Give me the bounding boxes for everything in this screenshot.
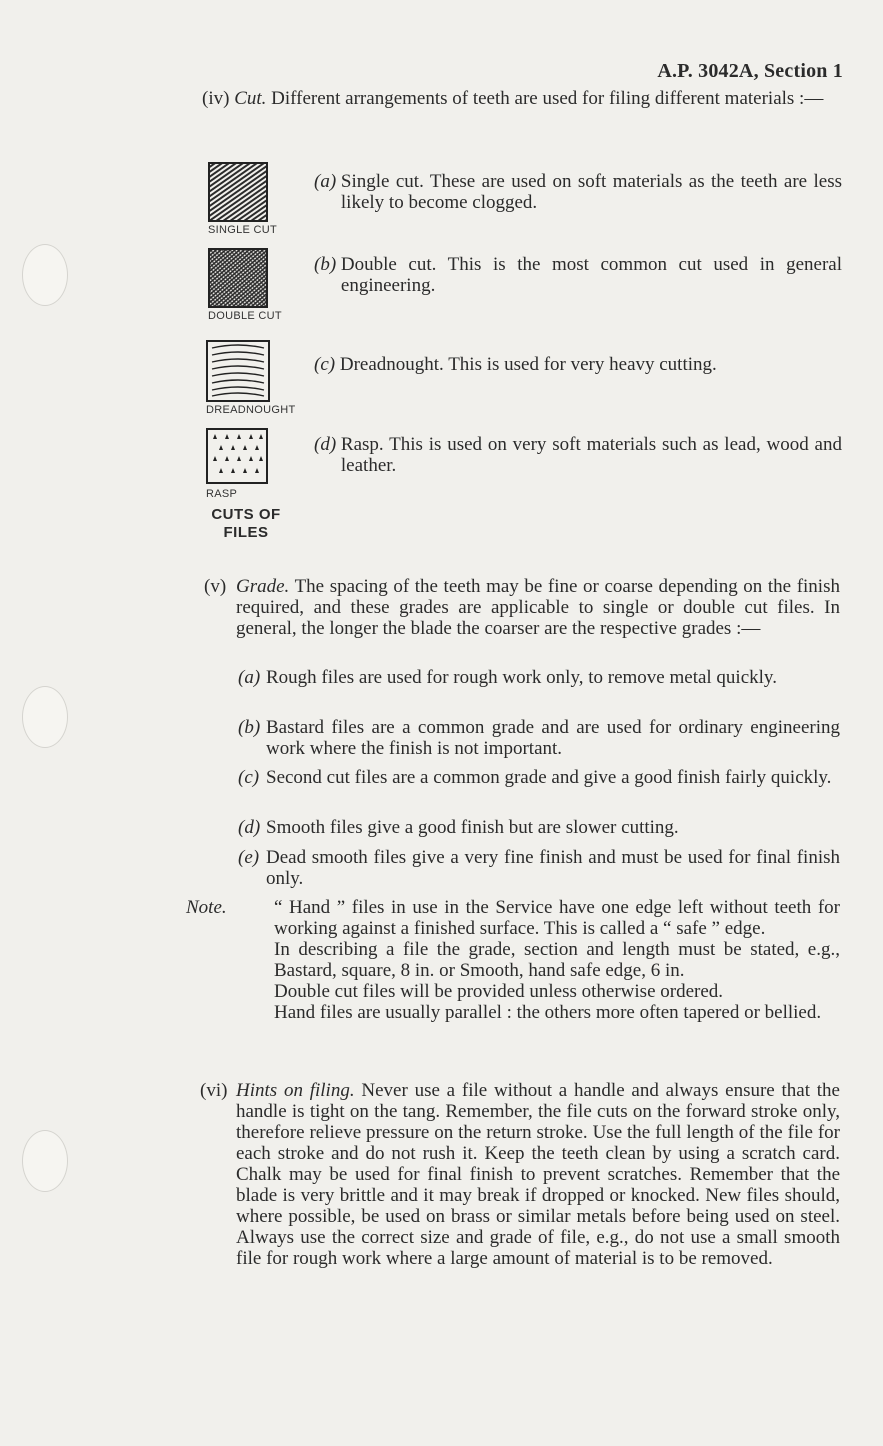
cut-item-double: (b) Double cut. This is the most common cut used in general engineering.	[314, 254, 842, 296]
cut-item-rasp: (d) Rasp. This is used on very soft materials such as lead, wood and leather.	[314, 434, 842, 476]
section-hints: (vi) Hints on filing. Never use a file without a handle and always ensure that the handle is tight on the tang. Remember, the file cuts on the forward stroke only, therefore relieve pressure on the return stroke. Use the full length of the file for each stroke and do not rush it. Keep the teeth clean by using a scratch card. Chalk may be used for final finish to prevent scratches. Remember that the blade is very brittle and it may break if dropped or knocked. New files should, where possible, be used on brass or similar metals before being used on steel. Always use the correct size and grade of file, e.g., do not use a small smooth file for rough work where a large amount of material is to be removed.	[200, 1080, 840, 1269]
single-cut-swatch	[208, 162, 268, 228]
note-paragraph: Hand files are usually parallel : the others more often tapered or bellied.	[274, 1002, 822, 1023]
grade-item: (e) Dead smooth files give a very fine finish and must be used for final finish only.	[238, 847, 840, 889]
cut-item-dreadnought: (c) Dreadnought. This is used for very heavy cutting.	[314, 354, 717, 375]
section-marker: (iv)	[202, 88, 230, 109]
note-paragraph: In describing a file the grade, section and length must be stated, e.g., Bastard, square, 8 in. or Smooth, hand safe edge, 6 in.	[274, 939, 840, 981]
grade-item: (a) Rough files are used for rough work only, to remove metal quickly.	[238, 667, 777, 688]
binder-hole	[22, 686, 68, 748]
section-grade: (v) Grade. The spacing of the teeth may be fine or coarse depending on the finish required, and these grades are applicable to single or double cut files. In general, the longer the blade the coarser are the respective grades :—	[204, 576, 840, 639]
note-body	[274, 897, 840, 1023]
section-body-text: Never use a file without a handle and always ensure that the handle is tight on the tang. Remember, the file cuts on the forward stroke only, therefore relieve pressure on the return stroke. Use the full length of the file for each stroke and do not rush it. Keep the teeth clean by using a scratch card. Chalk may be used for final finish to prevent scratches. Remember that the blade is very brittle and it may break if dropped or knocked. New files should, where possible, be used on brass or similar metals before being used on steel. Always use the correct size and grade of file, e.g., do not use a small smooth file for rough work where a large amount of material is to be removed.	[236, 1080, 840, 1269]
figure-caption: CUTS OF FILES	[211, 506, 281, 541]
cut-item-single: (a) Single cut. These are used on soft materials as the teeth are less likely to become clogged.	[314, 171, 842, 213]
section-heading: Grade.	[236, 576, 290, 597]
swatch-label: RASP	[206, 488, 238, 500]
section-heading: Hints on filing.	[236, 1080, 355, 1101]
page-header: A.P. 3042A, Section 1	[657, 60, 843, 82]
note-paragraph: “ Hand ” files in use in the Service have one edge left without teeth for working against a finished surface. This is called a “ safe ” edge.	[274, 897, 840, 939]
note-label: Note.	[186, 897, 227, 918]
section-intro-text: Different arrangements of teeth are used for filing different materials :—	[271, 88, 824, 109]
binder-hole	[22, 1130, 68, 1192]
double-cut-swatch	[208, 248, 268, 314]
note-paragraph: Double cut files will be provided unless otherwise ordered.	[274, 981, 724, 1002]
rasp-swatch	[206, 428, 268, 490]
grade-item: (b) Bastard files are a common grade and are used for ordinary engineering work where the finish is not important.	[238, 717, 840, 759]
binder-hole	[22, 244, 68, 306]
swatch-label: DOUBLE CUT	[208, 310, 282, 322]
grade-item: (c) Second cut files are a common grade and give a good finish fairly quickly.	[238, 767, 832, 788]
swatch-label: DREADNOUGHT	[206, 404, 296, 416]
section-intro-text: The spacing of the teeth may be fine or coarse depending on the finish required, and these grades are applicable to single or double cut files. In general, the longer the blade the coarser are the respective grades :—	[236, 576, 840, 639]
grade-item: (d) Smooth files give a good finish but are slower cutting.	[238, 817, 679, 838]
swatch-label: SINGLE CUT	[208, 224, 278, 236]
section-cut-intro	[202, 88, 842, 109]
dreadnought-swatch	[206, 340, 270, 408]
section-heading: Cut.	[234, 88, 267, 109]
